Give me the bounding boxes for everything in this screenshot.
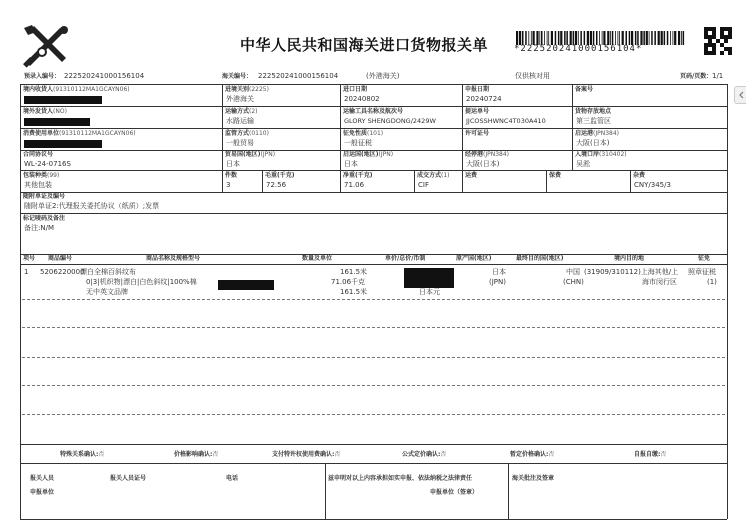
item-no: 1 <box>24 268 29 276</box>
quantity-line: 161.5米 <box>340 288 368 296</box>
quantity-line: 71.06千克 <box>331 278 366 286</box>
levy-mode-code: (1) <box>707 278 717 286</box>
rule <box>20 213 727 214</box>
declare-unit-label: 申报单位 <box>30 489 55 496</box>
departure-port-label: 启运港(JPN384) <box>575 130 620 137</box>
royalty-confirm: 支付特许权使用费确认:否 <box>272 451 341 458</box>
net-weight-label: 净重(千克) <box>343 172 373 179</box>
vessel-voyage-label: 运输工具名称及航次号 <box>343 108 404 115</box>
transport-mode-value: 水路运输 <box>226 117 254 125</box>
net-weight-value: 71.06 <box>344 181 365 189</box>
marks-value: 备注:N/M <box>24 224 54 232</box>
license-no-label: 许可证号 <box>465 130 490 137</box>
declare-unit-seal: 申报单位（签章） <box>430 489 479 496</box>
declarant-cert-label: 报关人员证号 <box>110 475 147 482</box>
attached-docs-label: 随附单证及编号 <box>23 193 66 200</box>
redaction-block <box>218 280 274 290</box>
col-quantity: 数量及单位 <box>302 255 333 262</box>
pieces-label: 件数 <box>225 172 238 179</box>
col-goods-name: 商品名称及规格型号 <box>146 255 201 262</box>
transaction-mode-label: 成交方式(1) <box>417 172 450 179</box>
pre-entry-label: 预录入编号： <box>24 73 61 80</box>
consumer-unit-label: 消费使用单位(913101​12MA1GCAYN06) <box>23 130 136 137</box>
entry-port-label: 进境关别(2225) <box>225 86 269 93</box>
col-line <box>340 170 341 192</box>
barcode <box>516 30 686 44</box>
import-date-value: 20240802 <box>344 95 380 103</box>
col-line <box>508 463 509 519</box>
insurance-label: 保费 <box>549 172 562 179</box>
gross-weight-label: 毛重(千克) <box>265 172 295 179</box>
transit-port-value: 大阪(日本) <box>466 160 500 168</box>
row-separator <box>22 385 725 386</box>
levy-mode: 照章征税 <box>688 268 716 276</box>
formula-pricing-confirm: 公式定价确认:否 <box>402 451 447 458</box>
col-item-no: 项号 <box>23 255 36 262</box>
freight-label: 运费 <box>465 172 478 179</box>
col-price: 单价/总价/币制 <box>385 255 426 262</box>
col-line <box>222 84 223 170</box>
redaction-block <box>24 96 102 104</box>
col-line <box>630 170 631 192</box>
border-right <box>727 84 728 519</box>
final-dest: 中国 <box>566 268 580 276</box>
trade-country-value: 日本 <box>226 160 240 168</box>
rule <box>20 192 727 193</box>
col-line <box>546 170 547 192</box>
customs-no: 222520241000156104 <box>258 72 339 80</box>
attached-docs-value: 随附单证2:代理报关委托协议（纸质）;发票 <box>24 202 160 210</box>
col-hs-code: 商品编号 <box>48 255 73 262</box>
row-separator <box>22 299 725 300</box>
border-bottom <box>20 519 727 520</box>
self-declare-confirm: 自报自缴:否 <box>634 451 667 458</box>
supervision-mode-value: 一般贸易 <box>226 139 254 147</box>
col-line <box>325 463 326 519</box>
consignee-label: 境内收货人(913101​12MA1GCAYN06) <box>23 86 130 93</box>
rule <box>20 106 727 107</box>
col-line <box>572 84 573 170</box>
price-impact-confirm: 价格影响确认:否 <box>174 451 219 458</box>
misc-fee-value: CNY/345/3 <box>634 181 671 189</box>
goods-name-line: 漂白全棉百斜纹布 <box>80 268 136 276</box>
col-levy: 征免 <box>698 255 711 262</box>
domestic-dest: (31909/310112)上海其他/上 <box>584 268 679 276</box>
form-title: 中华人民共和国海关进口货物报关单 <box>240 36 489 54</box>
storage-place-label: 货物存放地点 <box>575 108 612 115</box>
special-relation-confirm: 特殊关系确认:否 <box>60 451 105 458</box>
bill-of-lading-value: JJCOSSHWNC4T030A410 <box>466 117 546 125</box>
col-line <box>462 84 463 170</box>
levy-nature-label: 征免性质(101) <box>343 130 384 137</box>
page-value: 1/1 <box>712 72 724 80</box>
rule <box>20 170 727 171</box>
rule <box>20 128 727 129</box>
origin-country: 日本 <box>492 268 506 276</box>
customs-remark-label: 海关批注及签章 <box>512 475 555 482</box>
col-line <box>462 170 463 192</box>
side-chevron-icon[interactable] <box>734 86 746 104</box>
goods-name-line: 0|3|机织物|漂白|白色斜纹|100%棉 <box>86 278 197 286</box>
record-no-label: 备案号 <box>575 86 594 93</box>
verify-note: 仅供核对用 <box>515 72 550 80</box>
contract-no-value: WL-24-0716S <box>24 160 71 168</box>
col-line <box>340 84 341 170</box>
customs-emblem <box>20 22 72 74</box>
col-line <box>222 170 223 192</box>
final-dest-code: (CHN) <box>563 278 584 286</box>
row-separator <box>22 414 725 415</box>
marks-label: 标记唛码及备注 <box>23 215 66 222</box>
contract-no-label: 合同协议号 <box>23 151 54 158</box>
supervision-mode-label: 监管方式(0110) <box>225 130 269 137</box>
page-label: 页码/页数： <box>680 73 713 80</box>
overseas-shipper-label: 境外发货人(NO) <box>23 108 67 115</box>
col-domestic-dest: 境内目的地 <box>614 255 645 262</box>
rule <box>20 264 727 265</box>
row-separator <box>22 357 725 358</box>
provisional-price-confirm: 暂定价格确认:否 <box>510 451 555 458</box>
declare-date-label: 申报日期 <box>465 86 490 93</box>
legal-statement: 兹申明对以上内容承担如实申报、依法纳税之法律责任 <box>328 475 473 482</box>
barcode-text: *222520241000156104* <box>514 44 643 54</box>
rule <box>20 463 727 464</box>
quantity-line: 161.5米 <box>340 268 368 276</box>
redaction-block <box>24 118 90 126</box>
package-type-label: 包装种类(99) <box>23 172 60 179</box>
col-line <box>414 170 415 192</box>
import-date-label: 进口日期 <box>343 86 368 93</box>
border-left <box>20 84 21 519</box>
rule <box>20 444 727 445</box>
phone-label: 电话 <box>226 475 239 482</box>
storage-place-value: 第三监管区 <box>576 117 611 125</box>
entry-port-label: 入境口岸(310402) <box>575 151 627 158</box>
transport-mode-label: 运输方式(2) <box>225 108 258 115</box>
transaction-mode-value: CIF <box>418 181 429 189</box>
col-final-dest: 最终目的国(地区) <box>516 255 564 262</box>
departure-port-value: 大阪(日本) <box>576 139 610 147</box>
transit-port-label: 经停港(JPN384) <box>465 151 510 158</box>
border-top <box>20 84 727 85</box>
package-type-value: 其他包装 <box>24 181 52 189</box>
trade-country-label: 贸易国(地区)(JPN) <box>225 151 276 158</box>
col-line <box>262 170 263 192</box>
customs-no-label: 海关编号： <box>222 73 253 80</box>
customs-office: (外港海关) <box>366 72 400 80</box>
bill-of-lading-label: 提运单号 <box>465 108 490 115</box>
col-origin: 原产国(地区) <box>456 255 492 262</box>
redaction-block <box>24 140 102 148</box>
vessel-voyage-value: GLORY SHENGDONG/2429W <box>344 117 436 125</box>
declarant-label: 报关人员 <box>30 475 55 482</box>
origin-country-value: 日本 <box>344 160 358 168</box>
hs-code: 5206220000 <box>40 268 85 276</box>
gross-weight-value: 72.56 <box>266 181 287 189</box>
pieces-value: 3 <box>226 181 231 189</box>
domestic-dest: 海市闵行区 <box>642 278 677 286</box>
levy-nature-value: 一般征税 <box>344 139 372 147</box>
misc-fee-label: 杂费 <box>633 172 646 179</box>
redaction-block <box>404 268 454 288</box>
entry-port-value: 吴淞 <box>576 160 590 168</box>
currency: 日本元 <box>419 288 440 296</box>
qr-code <box>704 27 732 55</box>
declare-date-value: 20240724 <box>466 95 502 103</box>
origin-country-code: (JPN) <box>489 278 506 286</box>
goods-name-line: 无中英文品牌 <box>86 288 128 296</box>
pre-entry-no: 222520241000156104 <box>64 72 145 80</box>
entry-port-value: 外港海关 <box>226 95 254 103</box>
origin-country-label: 启运国(地区)(JPN) <box>343 151 394 158</box>
row-separator <box>22 327 725 328</box>
